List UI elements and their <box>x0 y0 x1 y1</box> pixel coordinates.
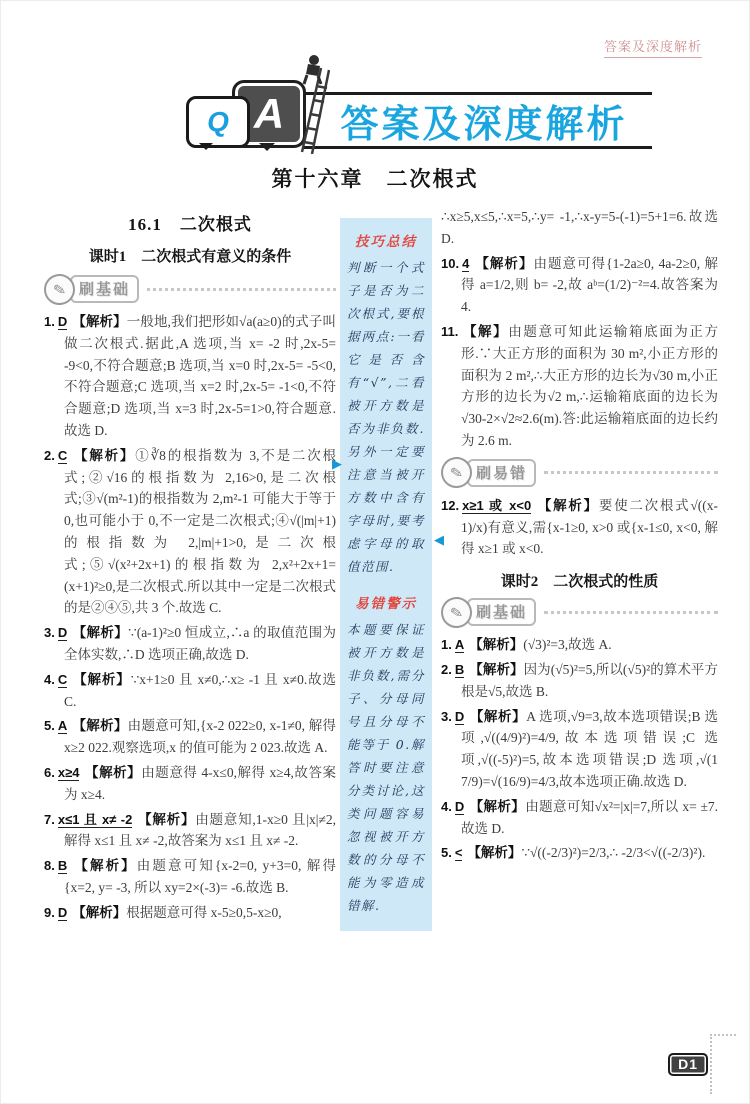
lesson2-problem-5 <box>441 842 718 864</box>
problem-5 <box>44 715 336 759</box>
analysis-tag: 【解析】 <box>469 708 527 724</box>
analysis-tag: 【解析】 <box>72 447 136 463</box>
problem-answer: x≥1 或 x<0 <box>462 497 532 513</box>
tip-note-title: 技巧总结 <box>355 234 417 250</box>
logo-a-letter: A <box>253 90 285 137</box>
problem-answer: A <box>57 718 68 734</box>
right-column <box>441 206 718 867</box>
basics-badge-label: 刷基础 <box>70 275 139 303</box>
problem-number: 11. <box>441 323 459 339</box>
problem-4 <box>44 669 336 713</box>
basics-badge-label: 刷基础 <box>467 598 536 626</box>
problem-text: (√3)²=3,故选 A. <box>523 637 612 653</box>
problem-text: 由题意可知{x-2=0, y+3=0, 解得{x=2, y= -3, 所以 xy=2×(-3)= -6.故选 B. <box>64 858 336 895</box>
problem-12 <box>441 495 718 560</box>
section-title: 16.1 二次根式 <box>128 215 252 234</box>
problem-text: 由题意可得{1-2a≥0, 4a-2≥0, 解得 a=1/2,则 b= -2,故 aᵇ=(1/2)⁻²=4.故答案为 4. <box>461 255 718 315</box>
problem-answer: B <box>454 661 465 677</box>
brush-icon: ✎ <box>42 271 78 307</box>
analysis-tag: 【解析】 <box>474 255 534 271</box>
lesson2-problem-1 <box>441 634 718 656</box>
analysis-tag: 【解析】 <box>469 798 526 814</box>
page-number-badge: D1 <box>668 1053 708 1076</box>
left-column <box>44 206 336 927</box>
problem-3 <box>44 622 336 666</box>
analysis-tag: 【解析】 <box>84 764 142 780</box>
dotted-divider <box>544 471 718 474</box>
problem-text: 由题意可知√x²=|x|=7,所以 x= ±7.故选 D. <box>461 798 718 836</box>
analysis-tag: 【解析】 <box>72 904 127 920</box>
warning-note-title: 易错警示 <box>355 596 417 612</box>
problem-answer: x≥4 <box>57 764 80 780</box>
analysis-tag: 【解析】 <box>469 637 524 653</box>
problem-6 <box>44 762 336 806</box>
problem-number: 10. <box>441 255 460 271</box>
problem-2 <box>44 445 336 619</box>
basics-badge-row <box>44 274 336 304</box>
problem-answer: < <box>454 845 463 861</box>
analysis-tag: 【解析】 <box>467 845 522 861</box>
problem-10 <box>441 253 718 318</box>
problem-number: 2. <box>44 447 55 463</box>
lesson2-problem-3 <box>441 706 718 793</box>
problem-text: 一般地,我们把形如√a(a≥0)的式子叫做二次根式.据此,A 选项,当 x= -2 时,2x-5= -9<0,不符合题意;B 选项,当 x=0 时,2x-5= -5<0,不符合题意;C 选项,当 x=2 时,2x-5= -1<0,不符合题意;D 选项,当 x=3 时,2x-5=1>0,符合题意.故选 D. <box>64 314 336 438</box>
lesson2-problem-4 <box>441 796 718 840</box>
analysis-tag: 【解析】 <box>72 671 131 687</box>
tip-note-text: 判断一个式子是否为二次根式,要根据两点:一看它是否含有“√”,二看被开方数是否为非负数.另外一定要注意当被开方数中含有字母时,要考虑字母的取值范围. <box>347 260 425 574</box>
note-arrow-left-icon: ◀ <box>434 533 444 548</box>
problem-text: 由题意可知,{x-2 022≥0, x-1≠0, 解得 x≥2 022.观察选项,x 的值可能为 2 023.故选 A. <box>64 718 336 756</box>
content-columns <box>44 206 718 931</box>
brush-icon: ✎ <box>439 594 475 630</box>
problem-number: 4. <box>44 671 55 687</box>
analysis-tag: 【解析】 <box>72 718 128 734</box>
problem-text: 因为(√5)²=5,所以(√5)²的算术平方根是√5,故选 B. <box>461 661 718 699</box>
note-arrow-right-icon: ▶ <box>332 457 342 472</box>
problem-answer: D <box>57 314 68 329</box>
note-strip <box>332 218 444 931</box>
problem-text: 由题意得 4-x≤0,解得 x≥4,故答案为 x≥4. <box>64 764 336 802</box>
problem-text: ∵(a-1)²≥0 恒成立,∴a 的取值范围为全体实数,∴D 选项正确,故选 D. <box>64 625 336 662</box>
problem-number: 7. <box>44 811 55 827</box>
error-prone-badge-label: 刷易错 <box>467 459 536 487</box>
analysis-tag: 【解析】 <box>137 811 196 827</box>
problem-number: 2. <box>441 661 452 677</box>
problem-1 <box>44 311 336 442</box>
problem-text: ∵x+1≥0 且 x≠0,∴x≥ -1 且 x≠0.故选 C. <box>64 671 336 709</box>
problem-number: 5. <box>44 718 55 734</box>
problem-answer: D <box>454 798 465 814</box>
logo-q-letter: Q <box>207 106 229 137</box>
problem-number: 3. <box>44 625 55 641</box>
analysis-tag: 【解析】 <box>72 858 137 874</box>
lesson2-problem-2 <box>441 659 718 703</box>
problem-9-continuation: ∴x≥5,x≤5,∴x=5,∴y= -1,∴x-y=5-(-1)=5+1=6.故选 D. <box>441 209 718 246</box>
analysis-tag: 【解析】 <box>72 625 129 641</box>
lesson1-title: 课时1 二次根式有意义的条件 <box>88 249 292 265</box>
problem-11 <box>441 321 718 452</box>
problem-answer: D <box>57 904 68 920</box>
lesson2-title: 课时2 二次根式的性质 <box>500 574 659 591</box>
dotted-divider <box>147 288 336 291</box>
problem-number: 3. <box>441 708 452 724</box>
problem-7 <box>44 809 336 853</box>
problem-answer: B <box>57 858 68 874</box>
qa-logo-banner <box>186 70 652 152</box>
chapter-title: 第十六章 二次根式 <box>271 167 479 191</box>
problem-answer: D <box>57 625 68 641</box>
corner-dotted-decoration <box>710 1034 736 1094</box>
brush-icon: ✎ <box>439 455 475 491</box>
problem-answer: A <box>454 637 465 653</box>
analysis-tag: 【解】 <box>461 323 509 339</box>
problem-text: 根据题意可得 x-5≥0,5-x≥0, <box>126 904 282 920</box>
problem-number: 4. <box>441 798 452 814</box>
problem-number: 5. <box>441 845 452 861</box>
problem-number: 8. <box>44 858 55 874</box>
dotted-divider <box>544 611 718 614</box>
problem-8 <box>44 855 336 899</box>
problem-number: 1. <box>441 637 452 653</box>
problem-text: ∵√((-2/3)²)=2/3,∴ -2/3<√((-2/3)²). <box>521 845 706 861</box>
problem-text: 要使二次根式√((x-1)/x)有意义,需{x-1≥0, x>0 或{x-1≤0, x<0, 解得 x≥1 或 x<0. <box>461 497 719 557</box>
speech-bubble-q-icon <box>186 96 250 148</box>
problem-answer: C <box>57 671 68 687</box>
problem-number: 9. <box>44 904 55 920</box>
problem-9 <box>44 902 336 924</box>
problem-text: 由题意知,1-x≥0 且|x|≠2,解得 x≤1 且 x≠ -2,故答案为 x≤1 且 x≠ -2. <box>64 811 337 849</box>
problem-text: A 选项,√9=3,故本选项错误;B 选项,√((4/9)²)=4/9,故本选项错误;C 选项,√((-5)²)=5,故本选项错误;D 选项,√(1 7/9)=√(16/9)=4/3,故本选项正确.故选 D. <box>461 708 718 789</box>
running-head: 答案及深度解析 <box>604 36 702 58</box>
problem-answer: x≤1 且 x≠ -2 <box>57 811 133 827</box>
problem-number: 1. <box>44 314 55 329</box>
analysis-tag: 【解析】 <box>72 314 127 329</box>
warning-note-text: 本题要保证被开方数是非负数,需分子、分母同号且分母不能等于 0.解答时要注意分类讨论,这类问题容易忽视被开方数的分母不能为零造成错解. <box>347 622 425 913</box>
error-prone-badge-row <box>441 458 718 488</box>
banner-title: 答案及深度解析 <box>340 103 628 146</box>
problem-number: 12. <box>441 497 460 513</box>
analysis-tag: 【解析】 <box>469 661 524 677</box>
problem-answer: D <box>454 708 465 724</box>
problem-answer: 4 <box>462 255 470 271</box>
problem-text: 由题意可知此运输箱底面为正方形.∵大正方形的面积为 30 m²,小正方形的面积为 2 m²,∴大正方形的边长为√30 m,小正方形的边长为√2 m,∴运输箱底面的边长为√30-2×√2≈2.6(m).答:此运输箱底面的边长约为 2.6 m. <box>461 323 719 448</box>
margin-note-column <box>332 218 444 931</box>
problem-answer: C <box>57 447 68 463</box>
problem-number: 6. <box>44 764 55 780</box>
basics-badge-row-2 <box>441 597 718 627</box>
problem-text: ①∛8的根指数为 3,不是二次根式;②√16的根指数为 2,16>0,是二次根式;③√(m²-1)的根指数为 2,m²-1 可能大于等于 0,也可能小于 0,不一定是二次根式;④√(|m|+1)的根指数为 2,|m|+1>0,是二次根式;⑤√(x²+2x+1)的根指数为 2,x²+2x+1=(x+1)²≥0,是二次根式.所以其中一定是二次根式的是②④⑤,共 3 个.故选 C. <box>64 447 337 616</box>
analysis-tag: 【解析】 <box>536 497 599 513</box>
ladder-climber-icon <box>294 54 330 159</box>
